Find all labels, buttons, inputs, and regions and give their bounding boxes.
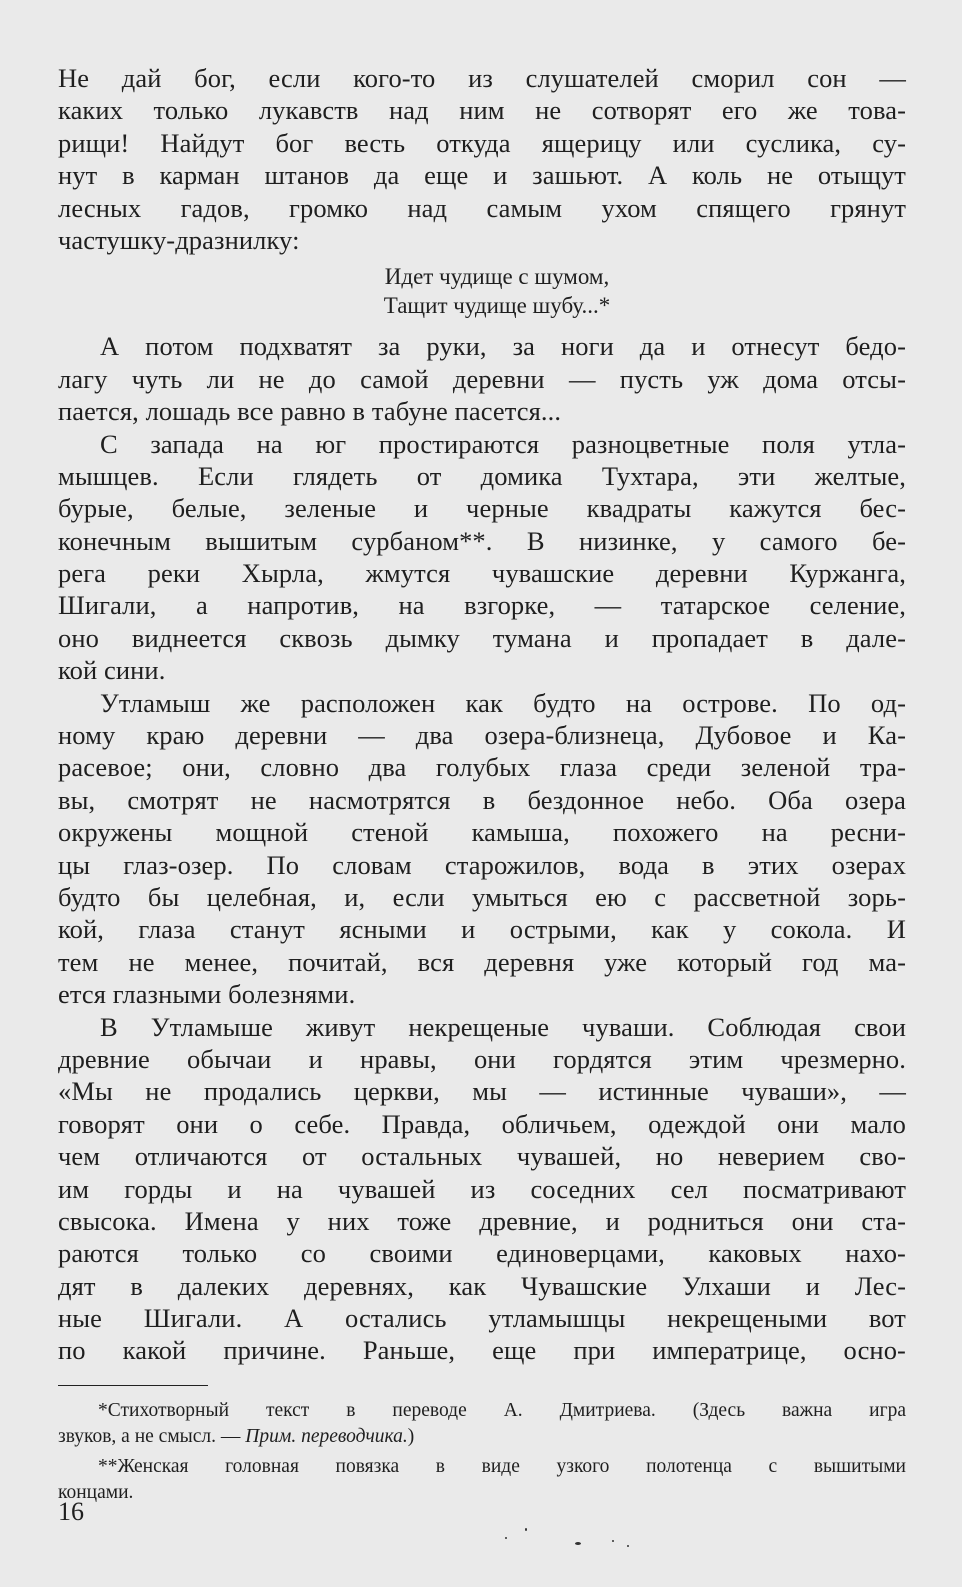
text-line: каких только лукавств над ним не сотворят его же това- [58, 95, 906, 126]
footnote-line: концами. [58, 1481, 134, 1503]
text-line: рищи! Найдут бог весть откуда ящерицу или суслика, су- [58, 127, 906, 158]
text-line: им горды и на чувашей из соседних сел посматривают [58, 1173, 906, 1204]
text-line: А потом подхватят за руки, за ноги да и отнесут бедо- [100, 331, 906, 362]
text-line: тем не менее, почитай, вся деревня уже который год ма- [58, 946, 906, 977]
text-line: ные Шигали. А остались утламышцы некрещеными вот [58, 1303, 906, 1334]
text-line: древние обычаи и нравы, они гордятся этим чрезмерно. [58, 1043, 906, 1074]
text-line: рега реки Хырла, жмутся чувашские деревни Куржанга, [58, 558, 906, 589]
text-line: кой, глаза станут ясными и острыми, как у сокола. И [58, 914, 906, 945]
text-line: Не дай бог, если кого-то из слушателей сморил сон — [58, 63, 906, 93]
paragraph-4 [58, 687, 906, 1011]
paragraph-5 [58, 1011, 906, 1367]
paragraph-1 [58, 62, 906, 256]
text-line: кой сини. [58, 655, 166, 686]
print-speck [505, 1537, 507, 1539]
text-line: С запада на юг простираются разноцветные поля утла- [100, 428, 906, 459]
text-line: мышцев. Если глядеть от домика Тухтара, эти желтые, [58, 460, 906, 491]
text-line: свысока. Имена у них тоже древние, и родниться они ста- [58, 1205, 906, 1236]
text-line: дят в далеких деревнях, как Чувашские Улхаши и Лес- [58, 1270, 906, 1301]
text-line: бурые, белые, зеленые и черные квадраты кажутся бес- [58, 493, 906, 524]
text-line: В Утламыше живут некрещеные чуваши. Соблюдая свои [100, 1011, 906, 1042]
page-number: 16 [58, 1497, 84, 1526]
footnote-divider [58, 1385, 208, 1386]
footnote-2 [58, 1454, 906, 1506]
paragraph-2 [58, 330, 906, 427]
text-line: нут в карман штанов да еще и зашьют. А коль не отыщут [58, 160, 906, 191]
footnote-text: звуков, а не смысл. — [58, 1425, 246, 1447]
text-line: ется глазными болезнями. [58, 979, 356, 1010]
print-speck [575, 1542, 581, 1545]
text-line: цы глаз-озер. По словам старожилов, вода в этих озерах [58, 849, 906, 880]
text-line: лагу чуть ли не до самой деревни — пусть уж дома отсы- [58, 363, 906, 394]
footnote-line [58, 1424, 906, 1450]
text-line: конечным вышитым сурбаном**. В низинке, у самого бе- [58, 525, 906, 556]
text-line: лесных гадов, громко над самым ухом спящего грянут [58, 192, 906, 223]
text-line: будто бы целебная, и, если умыться ею с рассветной зорь- [58, 881, 906, 912]
poem-verse [88, 262, 906, 320]
print-speck [627, 1545, 629, 1547]
footnote-text: ) [407, 1425, 415, 1447]
text-line: раются только со своими единоверцами, каковых нахо- [58, 1238, 906, 1269]
footnote-1 [58, 1398, 906, 1450]
text-line: по какой причине. Раньше, еще при императрице, осно- [58, 1335, 906, 1366]
poem-line: Тащит чудище шубу...* [383, 293, 611, 319]
text-line: ному краю деревни — два озера-близнеца, Дубовое и Ка- [58, 720, 906, 751]
paragraph-3 [58, 428, 906, 687]
text-line: расевое; они, словно два голубых глаза среди зеленой тра- [58, 752, 906, 783]
text-line: частушку-дразнилку: [58, 224, 300, 255]
text-line: оно виднеется сквозь дымку тумана и пропадает в дале- [58, 622, 906, 653]
footnote-line: **Женская головная повязка в виде узкого полотенца с вышитыми [98, 1455, 906, 1477]
poem-line: Идет чудище с шумом, [384, 264, 610, 290]
print-speck [612, 1540, 614, 1542]
translator-note: Прим. переводчика. [245, 1425, 408, 1447]
book-page [58, 62, 906, 1506]
text-line: Шигали, а напротив, на взгорке, — татарское селение, [58, 590, 906, 621]
text-line: говорят они о себе. Правда, обличьем, одеждой они мало [58, 1108, 906, 1139]
text-line: вы, смотрят не насмотрятся в бездонное небо. Оба озера [58, 784, 906, 815]
text-line: «Мы не продались церкви, мы — истинные чуваши», — [58, 1076, 906, 1107]
print-speck [525, 1528, 527, 1531]
text-line: пается, лошадь все равно в табуне пасется... [58, 396, 562, 427]
text-line: Утламыш же расположен как будто на острове. По од- [100, 687, 906, 718]
text-line: окружены мощной стеной камыша, похожего на ресни- [58, 817, 906, 848]
footnote-line: *Стихотворный текст в переводе А. Дмитриева. (Здесь важна игра [98, 1399, 906, 1421]
text-line: чем отличаются от остальных чувашей, но неверием сво- [58, 1141, 906, 1172]
